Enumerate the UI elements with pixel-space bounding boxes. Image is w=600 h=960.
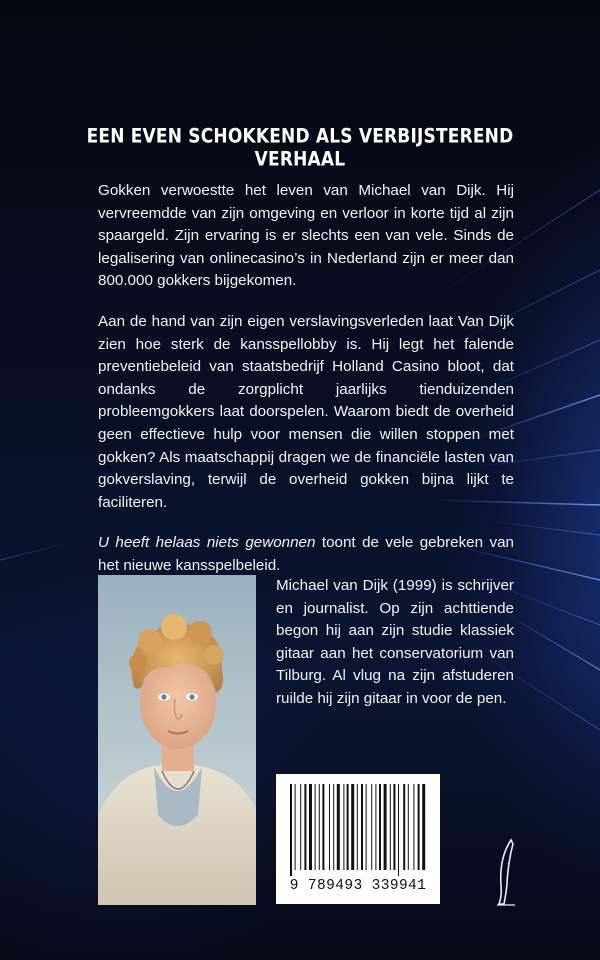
blurb-paragraph-1: Gokken verwoestte het leven van Michael van Dijk. Hij vervreemdde van zijn omgeving en verloor in korte tijd al zijn spaargeld. Zijn ervaring is er slechts een van vele. Sinds de legalisering van onlinecasino’s in Nederland zijn er meer dan 800.000 gokkers bijgekomen. <box>98 182 514 290</box>
blurb-paragraph-2: Aan de hand van zijn eigen verslavingsverleden laat Van Dijk zien hoe sterk de kansspellobby is. Hij legt het falende preventiebeleid van staatsbedrijf Holland Casino bloot, dat ondanks de zorgplicht jaarlijks tienduizenden probleemgokkers laat doorspelen. Waarom biedt de overheid geen effectieve hulp voor mensen die willen stoppen met gokken? Als maatschappij dragen we de financiële lasten van gokverslaving, terwijl de overheid gokken bijna lijkt te faciliteren. <box>98 312 514 511</box>
barcode-bar <box>403 784 405 870</box>
isbn-barcode <box>276 774 440 904</box>
barcode-bar <box>309 784 312 870</box>
barcode-bar <box>390 784 391 870</box>
blurb-paragraph-3 <box>98 532 514 577</box>
barcode-bar <box>319 784 320 870</box>
author-portrait-illustration <box>98 575 256 905</box>
barcode-bar <box>290 784 292 876</box>
barcode-bar <box>322 784 324 870</box>
barcode-bar <box>398 784 399 876</box>
barcode-bar <box>384 784 387 870</box>
barcode-bar <box>361 784 363 870</box>
barcode-bar <box>347 784 349 870</box>
barcode-bar <box>366 784 367 870</box>
barcode-bar <box>315 784 316 870</box>
barcode-bar <box>343 784 344 870</box>
quill-logo-icon <box>495 838 517 908</box>
barcode-bar <box>418 784 420 870</box>
barcode-bar <box>393 784 395 870</box>
barcode-icon <box>276 774 440 878</box>
barcode-bar <box>304 784 306 870</box>
cover-headline: EEN EVEN SCHOKKEND ALS VERBIJSTEREND VERHAAL <box>86 125 514 171</box>
barcode-bar <box>337 784 340 870</box>
blurb-paragraph-3-rest: toont de vele gebreken van het nieuwe kansspelbeleid. <box>98 534 514 574</box>
barcode-bar <box>422 784 425 870</box>
barcode-bar <box>333 784 334 870</box>
blurb-text <box>98 180 514 596</box>
author-photo <box>98 575 256 905</box>
barcode-bar <box>351 784 354 870</box>
barcode-bar <box>379 784 381 870</box>
barcode-bar <box>375 784 376 870</box>
book-title-italic: U heeft helaas niets gewonnen <box>98 534 316 552</box>
isbn-number: 9 789493 339941 <box>289 878 427 894</box>
barcode-bar <box>329 784 330 870</box>
barcode-bar <box>357 784 358 870</box>
barcode-bar <box>295 784 296 870</box>
barcode-bar <box>413 784 414 870</box>
barcode-bar <box>300 784 301 870</box>
barcode-bar <box>371 784 372 870</box>
author-bio: Michael van Dijk (1999) is schrijver en journalist. Op zijn achttiende begon hij aan zijn studie klassiek gitaar aan het conservatorium van Tilburg. Al vlug na zijn afstuderen ruilde hij zijn gitaar in voor de pen. <box>276 577 514 707</box>
barcode-bar <box>408 784 409 870</box>
